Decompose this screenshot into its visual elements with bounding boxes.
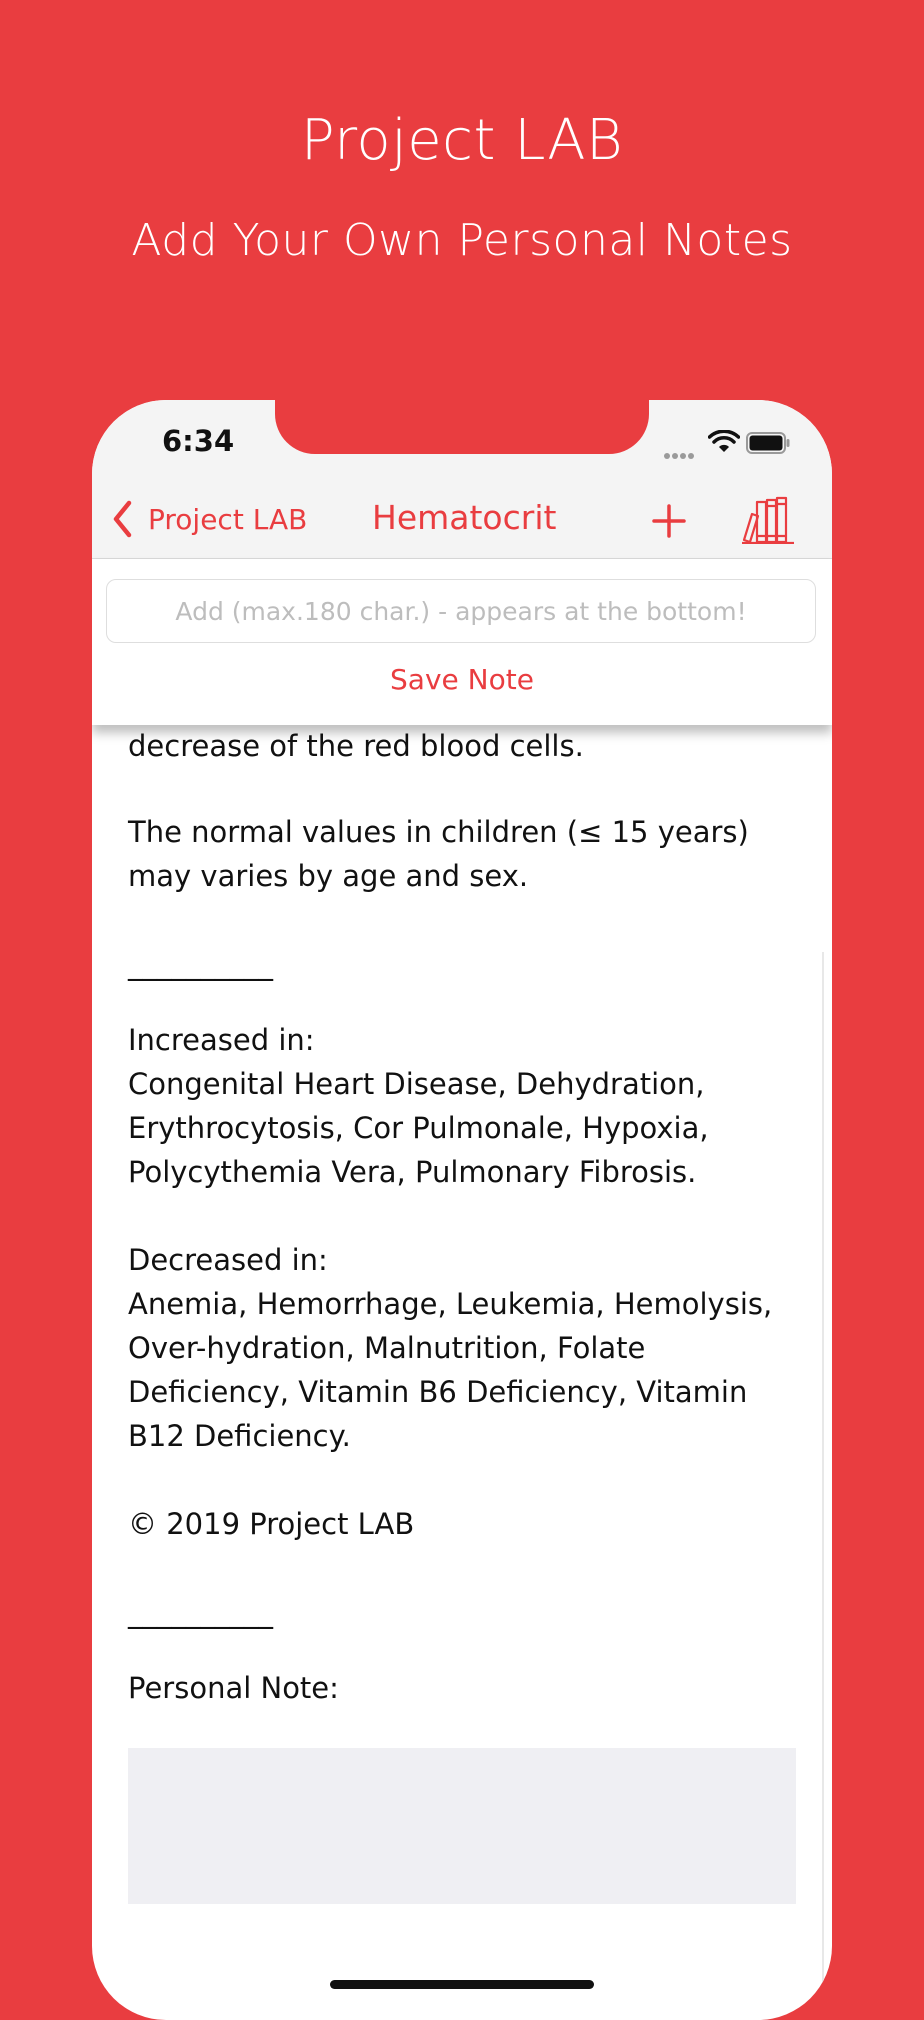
content-paragraph: decrease of the red blood cells. [128, 729, 584, 763]
signal-icon [664, 444, 696, 463]
library-icon[interactable] [740, 496, 796, 544]
section-divider: __________ [128, 1595, 273, 1629]
status-bar [92, 400, 832, 468]
copyright-text: © 2019 Project LAB [128, 1507, 415, 1541]
scrollbar[interactable] [822, 952, 824, 1992]
section-divider: __________ [128, 947, 273, 981]
content-paragraph: The normal values in children (≤ 15 years) may varies by age and sex. [128, 815, 749, 893]
home-indicator[interactable] [330, 1980, 594, 1989]
battery-icon [746, 432, 790, 454]
increased-in-section: Increased in: Congenital Heart Disease, Dehydration, Erythrocytosis, Cor Pulmonale, Hypoxia, Polycythemia Vera, Pulmonary Fibrosis. [128, 1023, 709, 1189]
article-content [128, 724, 798, 1710]
plus-icon[interactable] [652, 504, 686, 538]
wifi-icon [708, 430, 740, 454]
promo-title: Project LAB [300, 108, 624, 173]
phone-frame [92, 400, 832, 2020]
save-note-button[interactable]: Save Note [92, 663, 832, 696]
back-button[interactable]: Project LAB [148, 503, 308, 536]
note-input[interactable] [106, 579, 816, 643]
phone-notch [275, 400, 649, 454]
chevron-left-icon[interactable] [112, 500, 132, 538]
personal-note-label: Personal Note: [128, 1671, 339, 1705]
page-title: Hematocrit [372, 498, 557, 537]
personal-note-box[interactable] [128, 1748, 796, 1904]
promo-subtitle: Add Your Own Personal Notes [131, 215, 793, 266]
status-time: 6:34 [162, 424, 235, 458]
decreased-in-section: Decreased in: Anemia, Hemorrhage, Leukemia, Hemolysis, Over-hydration, Malnutrition, Folate Deficiency, Vitamin B6 Deficiency, Vitamin B12 Deficiency. [128, 1243, 773, 1453]
note-editor-panel [92, 559, 832, 725]
navigation-bar [92, 468, 832, 559]
